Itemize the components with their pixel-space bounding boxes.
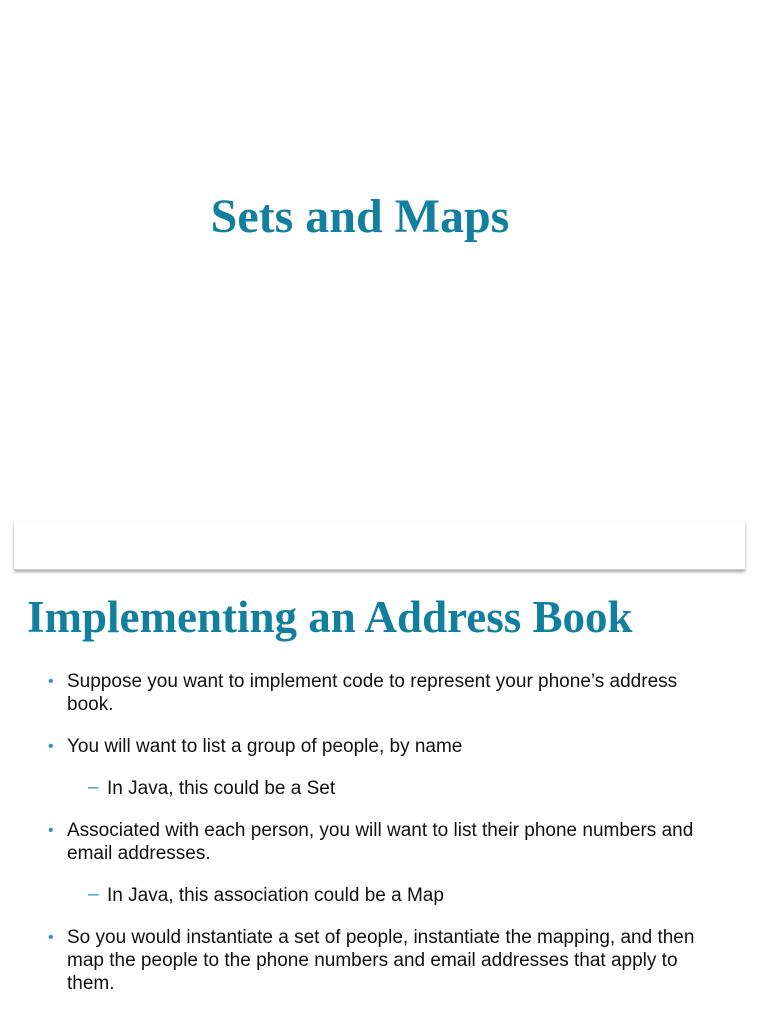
bullet-dash-icon: – [88, 884, 99, 905]
bullet-item [0, 819, 707, 865]
bullet-item [0, 735, 707, 758]
bullet-item [0, 670, 707, 716]
bullet-dash-icon: – [88, 777, 99, 798]
slide-1-title: Sets and Maps [210, 190, 510, 243]
bullet-text: Associated with each person, you will want to list their phone numbers and email addresses. [67, 820, 694, 864]
bullet-list [0, 670, 768, 1014]
bullet-text: You will want to list a group of people, by name [67, 736, 463, 757]
sub-bullet-item [0, 777, 707, 800]
slide-separator-frame [14, 521, 745, 570]
slide-2 [0, 572, 768, 1024]
bullet-dot-icon: • [48, 738, 54, 755]
bullet-item [0, 926, 707, 995]
sub-bullet-item [0, 884, 707, 907]
bullet-text: So you would instantiate a set of people, instantiate the mapping, and then map the people to the phone numbers and email addresses that apply to them. [67, 927, 695, 994]
sub-bullet-text: In Java, this association could be a Map [107, 885, 444, 906]
bullet-dot-icon: • [48, 822, 54, 839]
bullet-text: Suppose you want to implement code to represent your phone’s address book. [67, 671, 678, 715]
slide-2-title: Implementing an Address Book [27, 592, 633, 642]
bullet-dot-icon: • [48, 929, 54, 946]
sub-bullet-text: In Java, this could be a Set [107, 778, 336, 799]
bullet-dot-icon: • [48, 673, 54, 690]
